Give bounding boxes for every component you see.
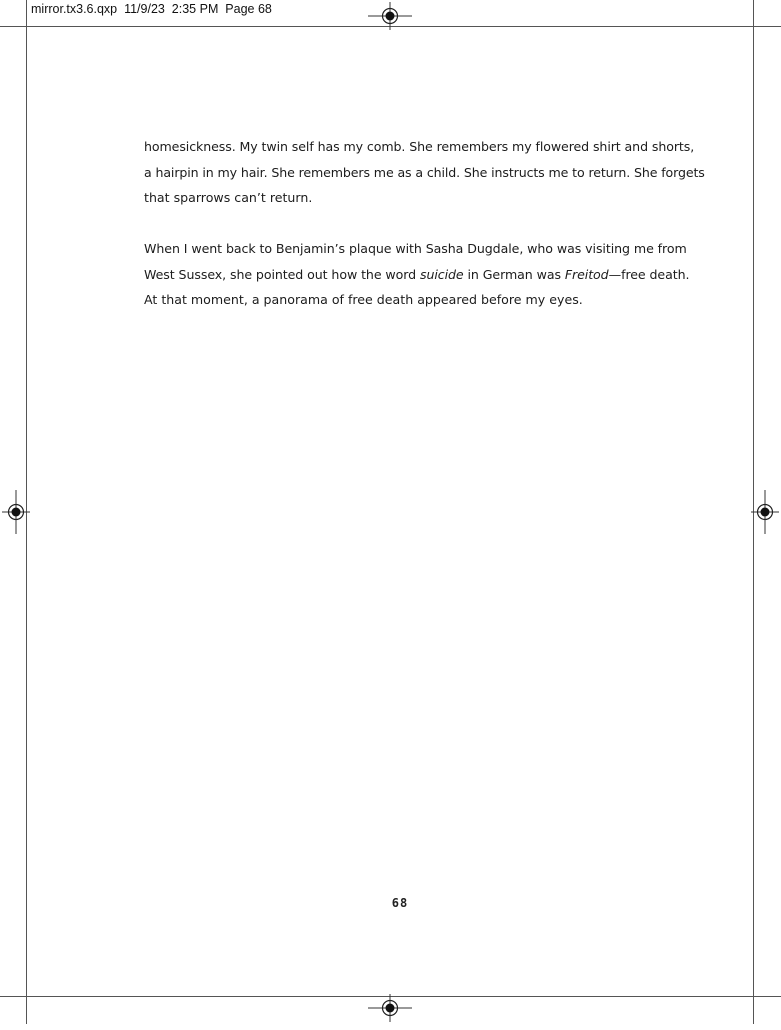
paragraph-line: that sparrows can’t return. <box>144 190 313 205</box>
paragraph-line: When I went back to Benjamin’s plaque with Sasha Dugdale, who was visiting me from <box>144 241 687 256</box>
italic-term-suicide: suicide <box>419 266 464 282</box>
paragraph-line <box>144 262 690 288</box>
paragraph-1 <box>144 134 705 211</box>
print-slug: mirror.tx3.6.qxp 11/9/23 2:35 PM Page 68 <box>31 2 272 16</box>
paragraph-line: At that moment, a panorama of free death appeared before my eyes. <box>144 292 583 307</box>
italic-term-freitod: Freitod <box>564 266 609 282</box>
text-segment: —free death. <box>608 266 690 282</box>
text-segment: in German was <box>463 266 565 282</box>
paragraph-2 <box>144 236 690 313</box>
page-number: 68 <box>391 896 409 910</box>
paragraph-line: a hairpin in my hair. She remembers me as a child. She instructs me to return. She forgets <box>144 164 705 180</box>
text-segment: West Sussex, she pointed out how the word <box>144 266 420 282</box>
paragraph-line: homesickness. My twin self has my comb. She remembers my flowered shirt and shorts, <box>144 139 695 154</box>
